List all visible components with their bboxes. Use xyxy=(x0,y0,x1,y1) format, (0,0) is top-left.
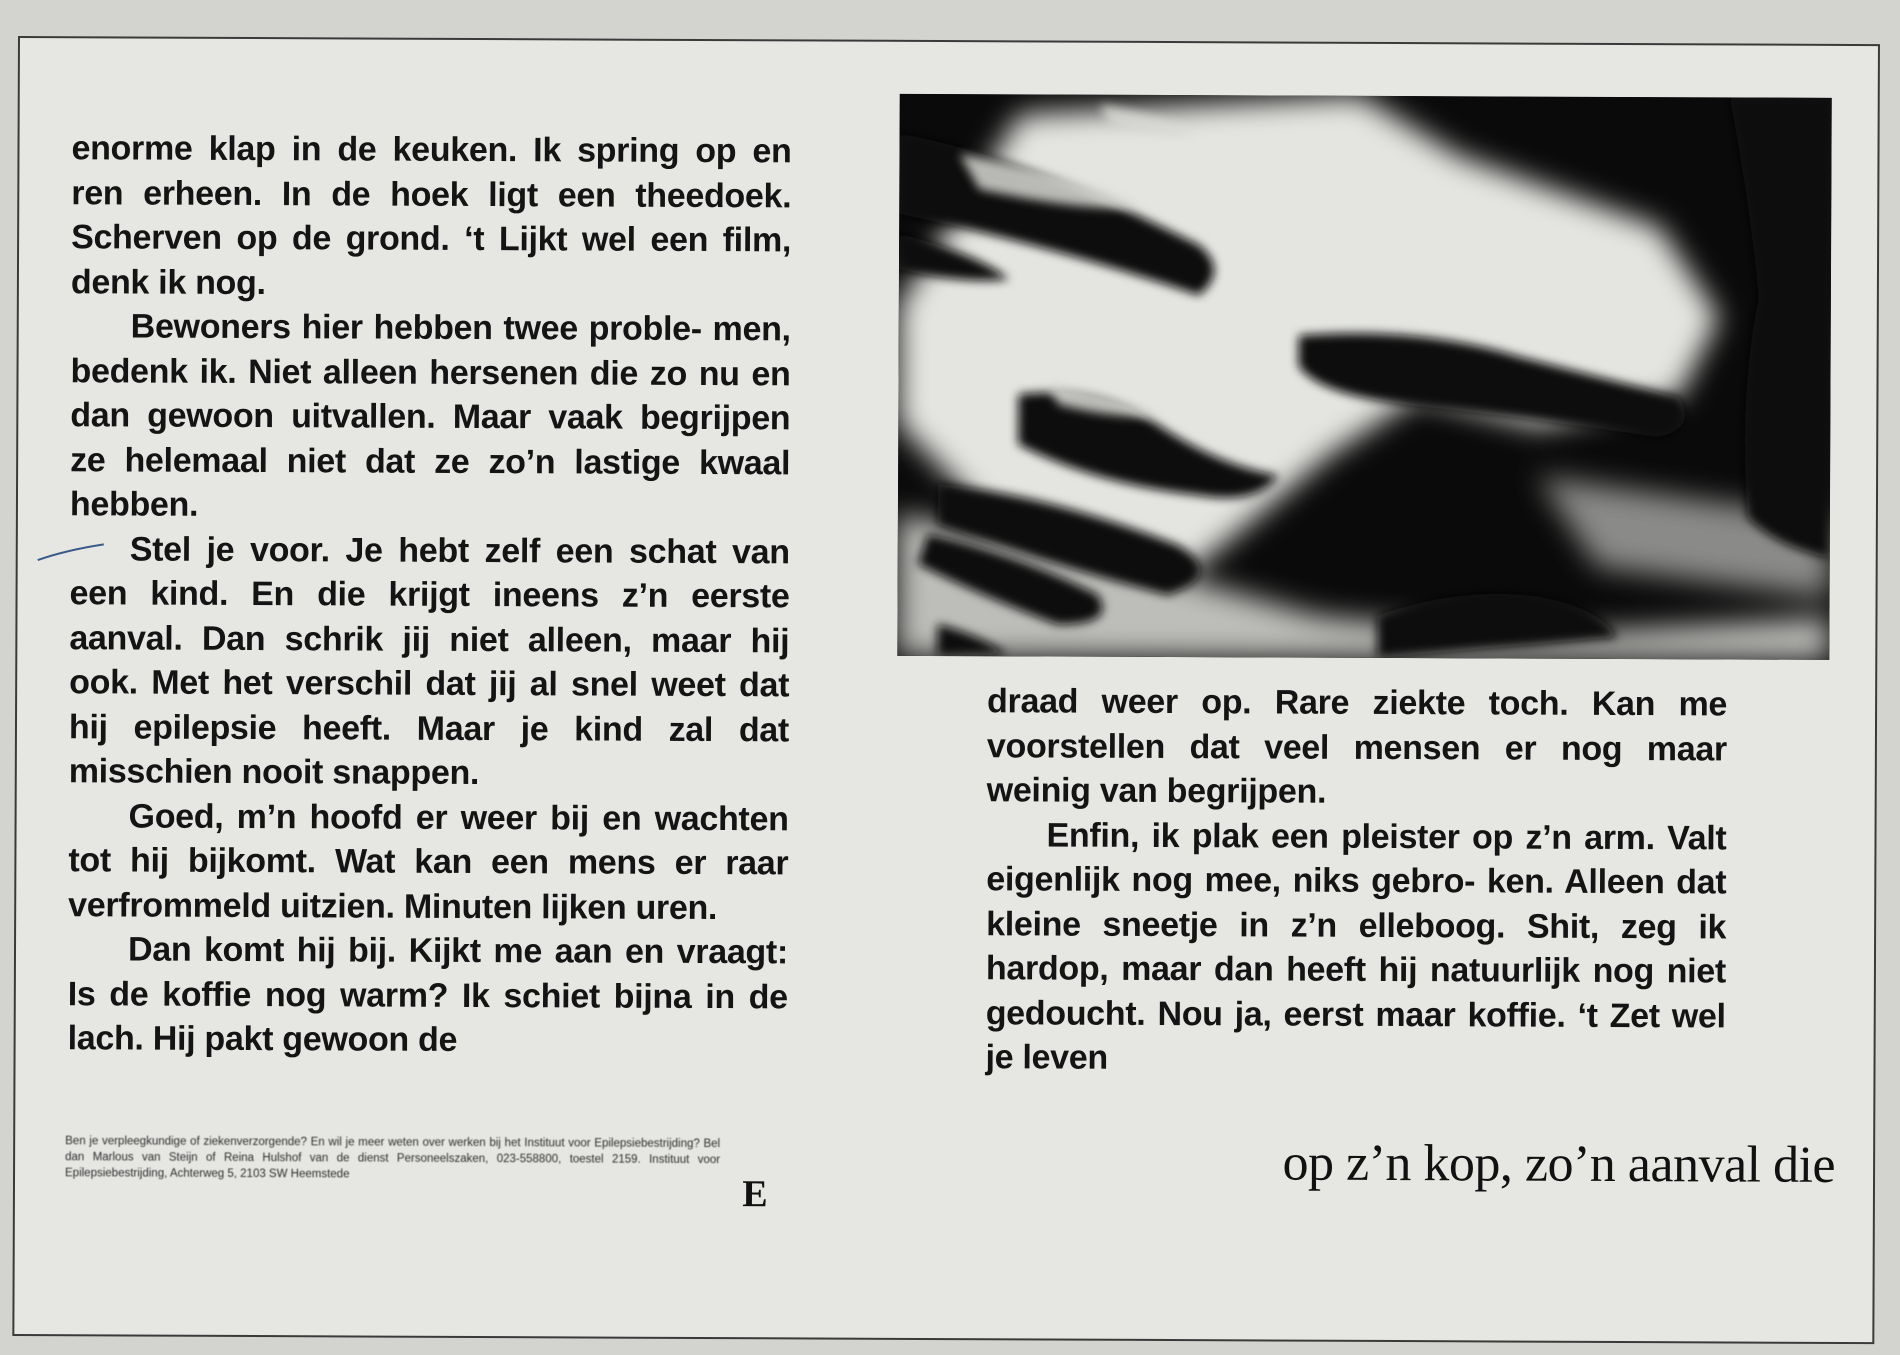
right-paragraph-2: Enfin, ik plak een pleister op z’n arm. Valt eigenlijk nog mee, niks gebro- ken. Alleen dat kleine sneetje in z’n elleboog. Shit, zeg ik hardop, maar dan heeft hij natuurlijk nog niet gedoucht. Nou ja, eerst maar koffie. ‘t Zet wel je leven xyxy=(985,815,1727,1077)
left-paragraph-3: Stel je voor. Je hebt zelf een schat van een kind. En die krijgt ineens z’n eerste aanval. Dan schrik jij niet alleen, maar hij ook. Met het verschil dat jij al snel weet dat hij epilepsie heeft. Maar je kind zal dat misschien nooit snappen. xyxy=(68,529,790,793)
magazine-page xyxy=(12,36,1880,1344)
article-right-column xyxy=(985,679,1727,1083)
left-paragraph-4: Goed, m’n hoofd er weer bij en wachten tot hij bijkomt. Wat kan een mens er raar verfrommeld uitzien. Minuten lijken uren. xyxy=(68,796,789,927)
left-paragraph-2: Bewoners hier hebben twee proble- men, bedenk ik. Niet alleen hersenen die zo nu en dan gewoon uitvallen. Maar vaak begrijpen ze helemaal niet dat ze zo’n lastige kwaal hebben. xyxy=(69,307,791,524)
institute-logo-icon: E xyxy=(742,1173,768,1216)
left-paragraph-5: Dan komt hij bij. Kijkt me aan en vraagt: Is de koffie nog warm? Ik schiet bijna in de lach. Hij pakt gewoon de xyxy=(67,930,789,1059)
right-paragraph-1: draad weer op. Rare ziekte toch. Kan me voorstellen dat veel mensen er nog maar weinig van begrijpen. xyxy=(986,682,1728,811)
article-left-column xyxy=(68,126,792,1064)
pen-mark-icon xyxy=(36,540,106,564)
left-paragraph-1: enorme klap in de keuken. Ik spring op en ren erheen. In de hoek ligt een theedoek. Scherven op de grond. ‘t Lijkt wel een film, denk ik nog. xyxy=(70,129,792,302)
recruitment-footnote: Ben je verpleegkundige of ziekenverzorgende? En wil je meer weten over werken bij het Instituut voor Epilepsiebestrijding? Bel dan Marlous van Steijn of Reina Hulshof van de dienst Personeelszaken, 023-558800, toestel 2159. Instituut voor Epilepsiebestrijding, Achterweg 5, 2103 SW Heemstede xyxy=(65,1135,721,1181)
pull-quote: op z’n kop, zo’n aanval die xyxy=(1282,1134,1836,1194)
blurred-hand-photo xyxy=(897,94,1831,660)
motion-blur-hand-icon xyxy=(897,94,1831,660)
